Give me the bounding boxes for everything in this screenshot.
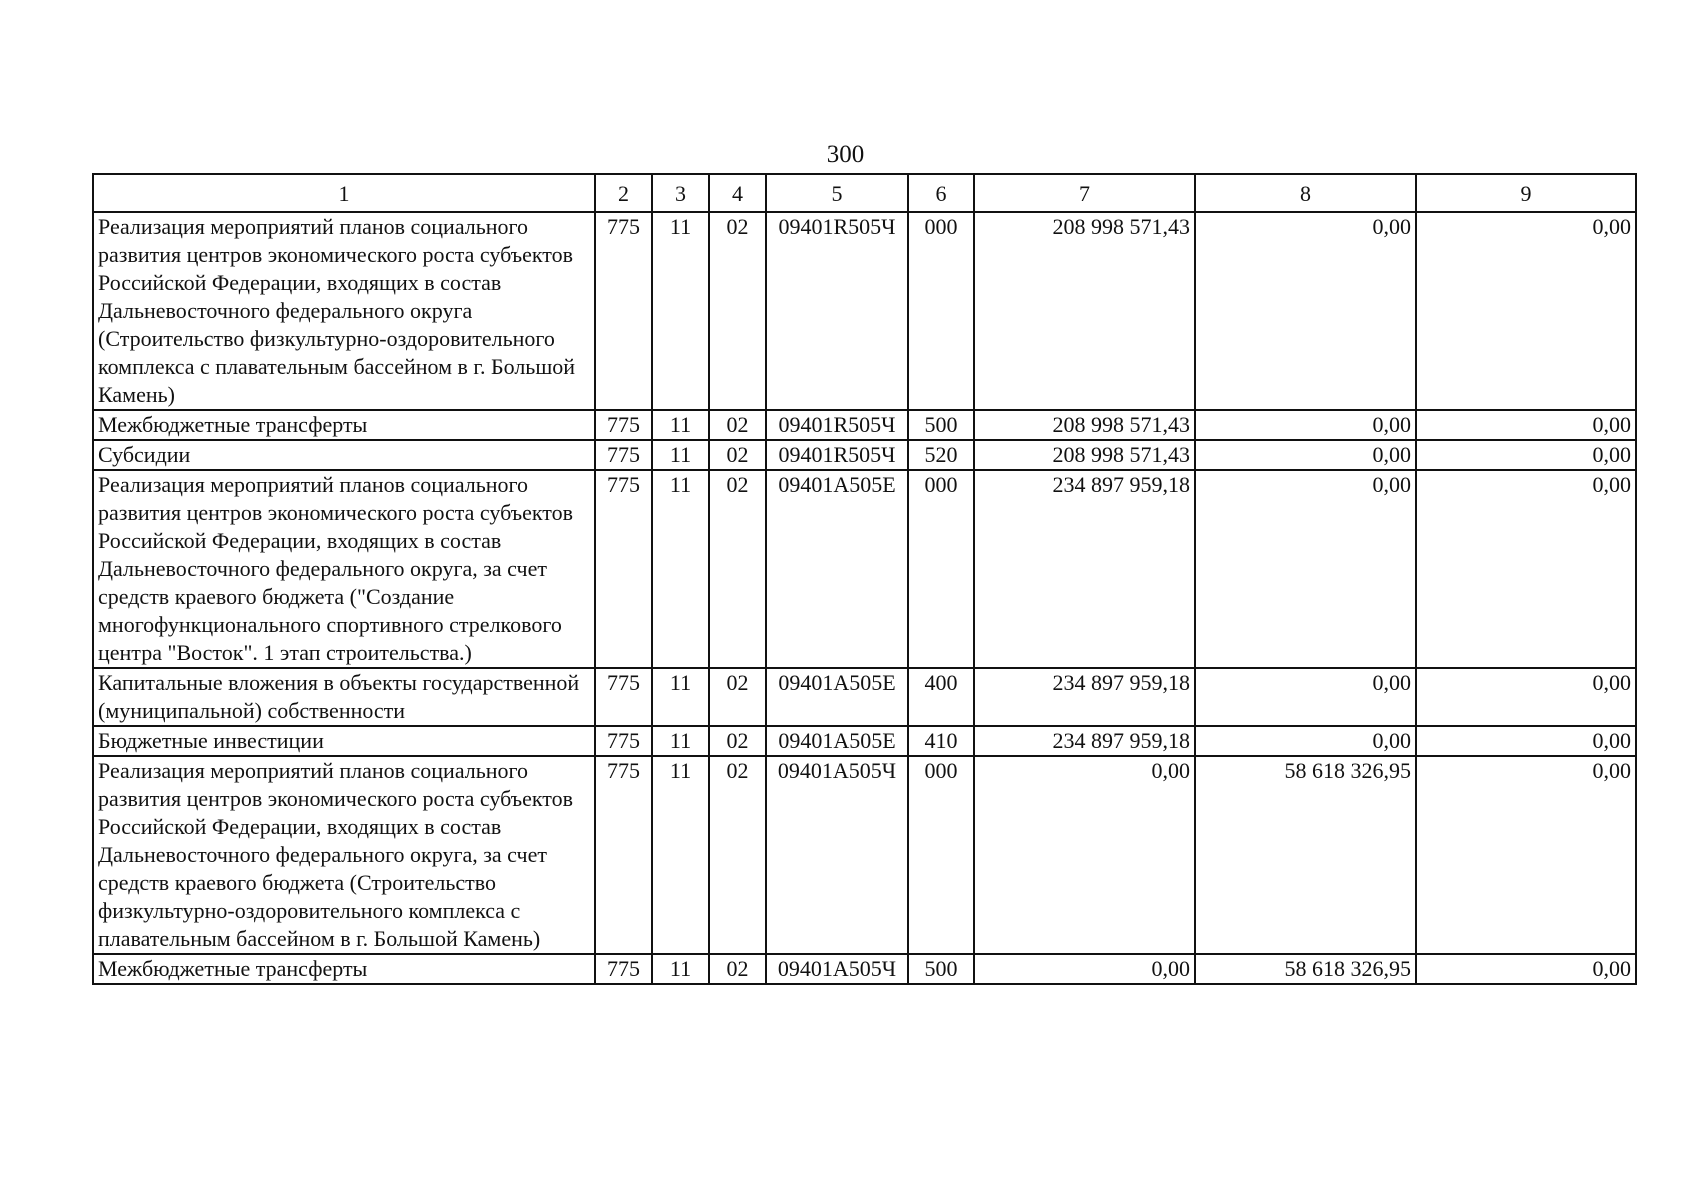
- code-cell: 775: [595, 954, 652, 984]
- code-cell: 09401R505Ч: [766, 212, 908, 410]
- table-row: [93, 212, 1636, 410]
- expense-name: Реализация мероприятий планов социального развития центров экономического роста субъектов Российской Федерации, входящих в состав Дальневосточного федерального округа, за счет средств краевого бюджета ("Создание многофункционального спортивного стрелкового центра "Восток". 1 этап строительства.): [93, 470, 595, 668]
- amount-cell: 0,00: [1195, 726, 1416, 756]
- code-cell: 000: [908, 212, 974, 410]
- code-cell: 11: [652, 212, 709, 410]
- code-cell: 520: [908, 440, 974, 470]
- header-row: [93, 174, 1636, 212]
- expense-name: Капитальные вложения в объекты государственной (муниципальной) собственности: [93, 668, 595, 726]
- code-cell: 02: [709, 410, 766, 440]
- code-cell: 500: [908, 410, 974, 440]
- code-cell: 775: [595, 668, 652, 726]
- code-cell: 400: [908, 668, 974, 726]
- amount-cell: 0,00: [1416, 440, 1636, 470]
- column-header: 9: [1416, 174, 1636, 212]
- amount-cell: 234 897 959,18: [974, 668, 1195, 726]
- amount-cell: 58 618 326,95: [1195, 954, 1416, 984]
- code-cell: 09401A505E: [766, 726, 908, 756]
- code-cell: 775: [595, 410, 652, 440]
- amount-cell: 0,00: [1416, 470, 1636, 668]
- table-row: [93, 440, 1636, 470]
- column-header: 6: [908, 174, 974, 212]
- table-row: [93, 470, 1636, 668]
- table-row: [93, 954, 1636, 984]
- amount-cell: 234 897 959,18: [974, 726, 1195, 756]
- budget-table: [92, 173, 1637, 985]
- expense-name: Бюджетные инвестиции: [93, 726, 595, 756]
- amount-cell: 234 897 959,18: [974, 470, 1195, 668]
- code-cell: 410: [908, 726, 974, 756]
- amount-cell: 0,00: [974, 756, 1195, 954]
- column-header: 2: [595, 174, 652, 212]
- amount-cell: 0,00: [1416, 212, 1636, 410]
- code-cell: 775: [595, 756, 652, 954]
- code-cell: 09401A505Ч: [766, 756, 908, 954]
- amount-cell: 58 618 326,95: [1195, 756, 1416, 954]
- code-cell: 09401R505Ч: [766, 440, 908, 470]
- amount-cell: 208 998 571,43: [974, 410, 1195, 440]
- code-cell: 11: [652, 440, 709, 470]
- amount-cell: 0,00: [1195, 212, 1416, 410]
- amount-cell: 208 998 571,43: [974, 212, 1195, 410]
- code-cell: 11: [652, 756, 709, 954]
- column-header: 1: [93, 174, 595, 212]
- code-cell: 775: [595, 440, 652, 470]
- column-header: 4: [709, 174, 766, 212]
- code-cell: 000: [908, 470, 974, 668]
- code-cell: 11: [652, 668, 709, 726]
- expense-name: Субсидии: [93, 440, 595, 470]
- code-cell: 02: [709, 954, 766, 984]
- amount-cell: 0,00: [1416, 756, 1636, 954]
- amount-cell: 0,00: [1416, 410, 1636, 440]
- code-cell: 775: [595, 726, 652, 756]
- code-cell: 02: [709, 726, 766, 756]
- code-cell: 11: [652, 954, 709, 984]
- column-header: 3: [652, 174, 709, 212]
- amount-cell: 0,00: [1195, 668, 1416, 726]
- amount-cell: 0,00: [1416, 726, 1636, 756]
- column-header: 8: [1195, 174, 1416, 212]
- table-row: [93, 668, 1636, 726]
- code-cell: 775: [595, 212, 652, 410]
- code-cell: 02: [709, 440, 766, 470]
- code-cell: 775: [595, 470, 652, 668]
- amount-cell: 0,00: [1195, 410, 1416, 440]
- expense-name: Межбюджетные трансферты: [93, 954, 595, 984]
- code-cell: 02: [709, 668, 766, 726]
- code-cell: 11: [652, 410, 709, 440]
- code-cell: 500: [908, 954, 974, 984]
- code-cell: 09401A505E: [766, 470, 908, 668]
- code-cell: 09401R505Ч: [766, 410, 908, 440]
- expense-name: Межбюджетные трансферты: [93, 410, 595, 440]
- column-header: 7: [974, 174, 1195, 212]
- code-cell: 02: [709, 212, 766, 410]
- code-cell: 09401A505Ч: [766, 954, 908, 984]
- table-row: [93, 726, 1636, 756]
- code-cell: 02: [709, 756, 766, 954]
- column-header: 5: [766, 174, 908, 212]
- code-cell: 02: [709, 470, 766, 668]
- amount-cell: 0,00: [1195, 440, 1416, 470]
- code-cell: 11: [652, 470, 709, 668]
- amount-cell: 0,00: [974, 954, 1195, 984]
- amount-cell: 208 998 571,43: [974, 440, 1195, 470]
- amount-cell: 0,00: [1416, 668, 1636, 726]
- table-row: [93, 410, 1636, 440]
- table-row: [93, 756, 1636, 954]
- code-cell: 11: [652, 726, 709, 756]
- amount-cell: 0,00: [1416, 954, 1636, 984]
- expense-name: Реализация мероприятий планов социального развития центров экономического роста субъектов Российской Федерации, входящих в состав Дальневосточного федерального округа (Строительство физкультурно-оздоровительного комплекса с плавательным бассейном в г. Большой Камень): [93, 212, 595, 410]
- code-cell: 000: [908, 756, 974, 954]
- amount-cell: 0,00: [1195, 470, 1416, 668]
- code-cell: 09401A505E: [766, 668, 908, 726]
- page-number: 300: [826, 141, 865, 168]
- expense-name: Реализация мероприятий планов социального развития центров экономического роста субъектов Российской Федерации, входящих в состав Дальневосточного федерального округа, за счет средств краевого бюджета (Строительство физкультурно-оздоровительного комплекса с плавательным бассейном в г. Большой Камень): [93, 756, 595, 954]
